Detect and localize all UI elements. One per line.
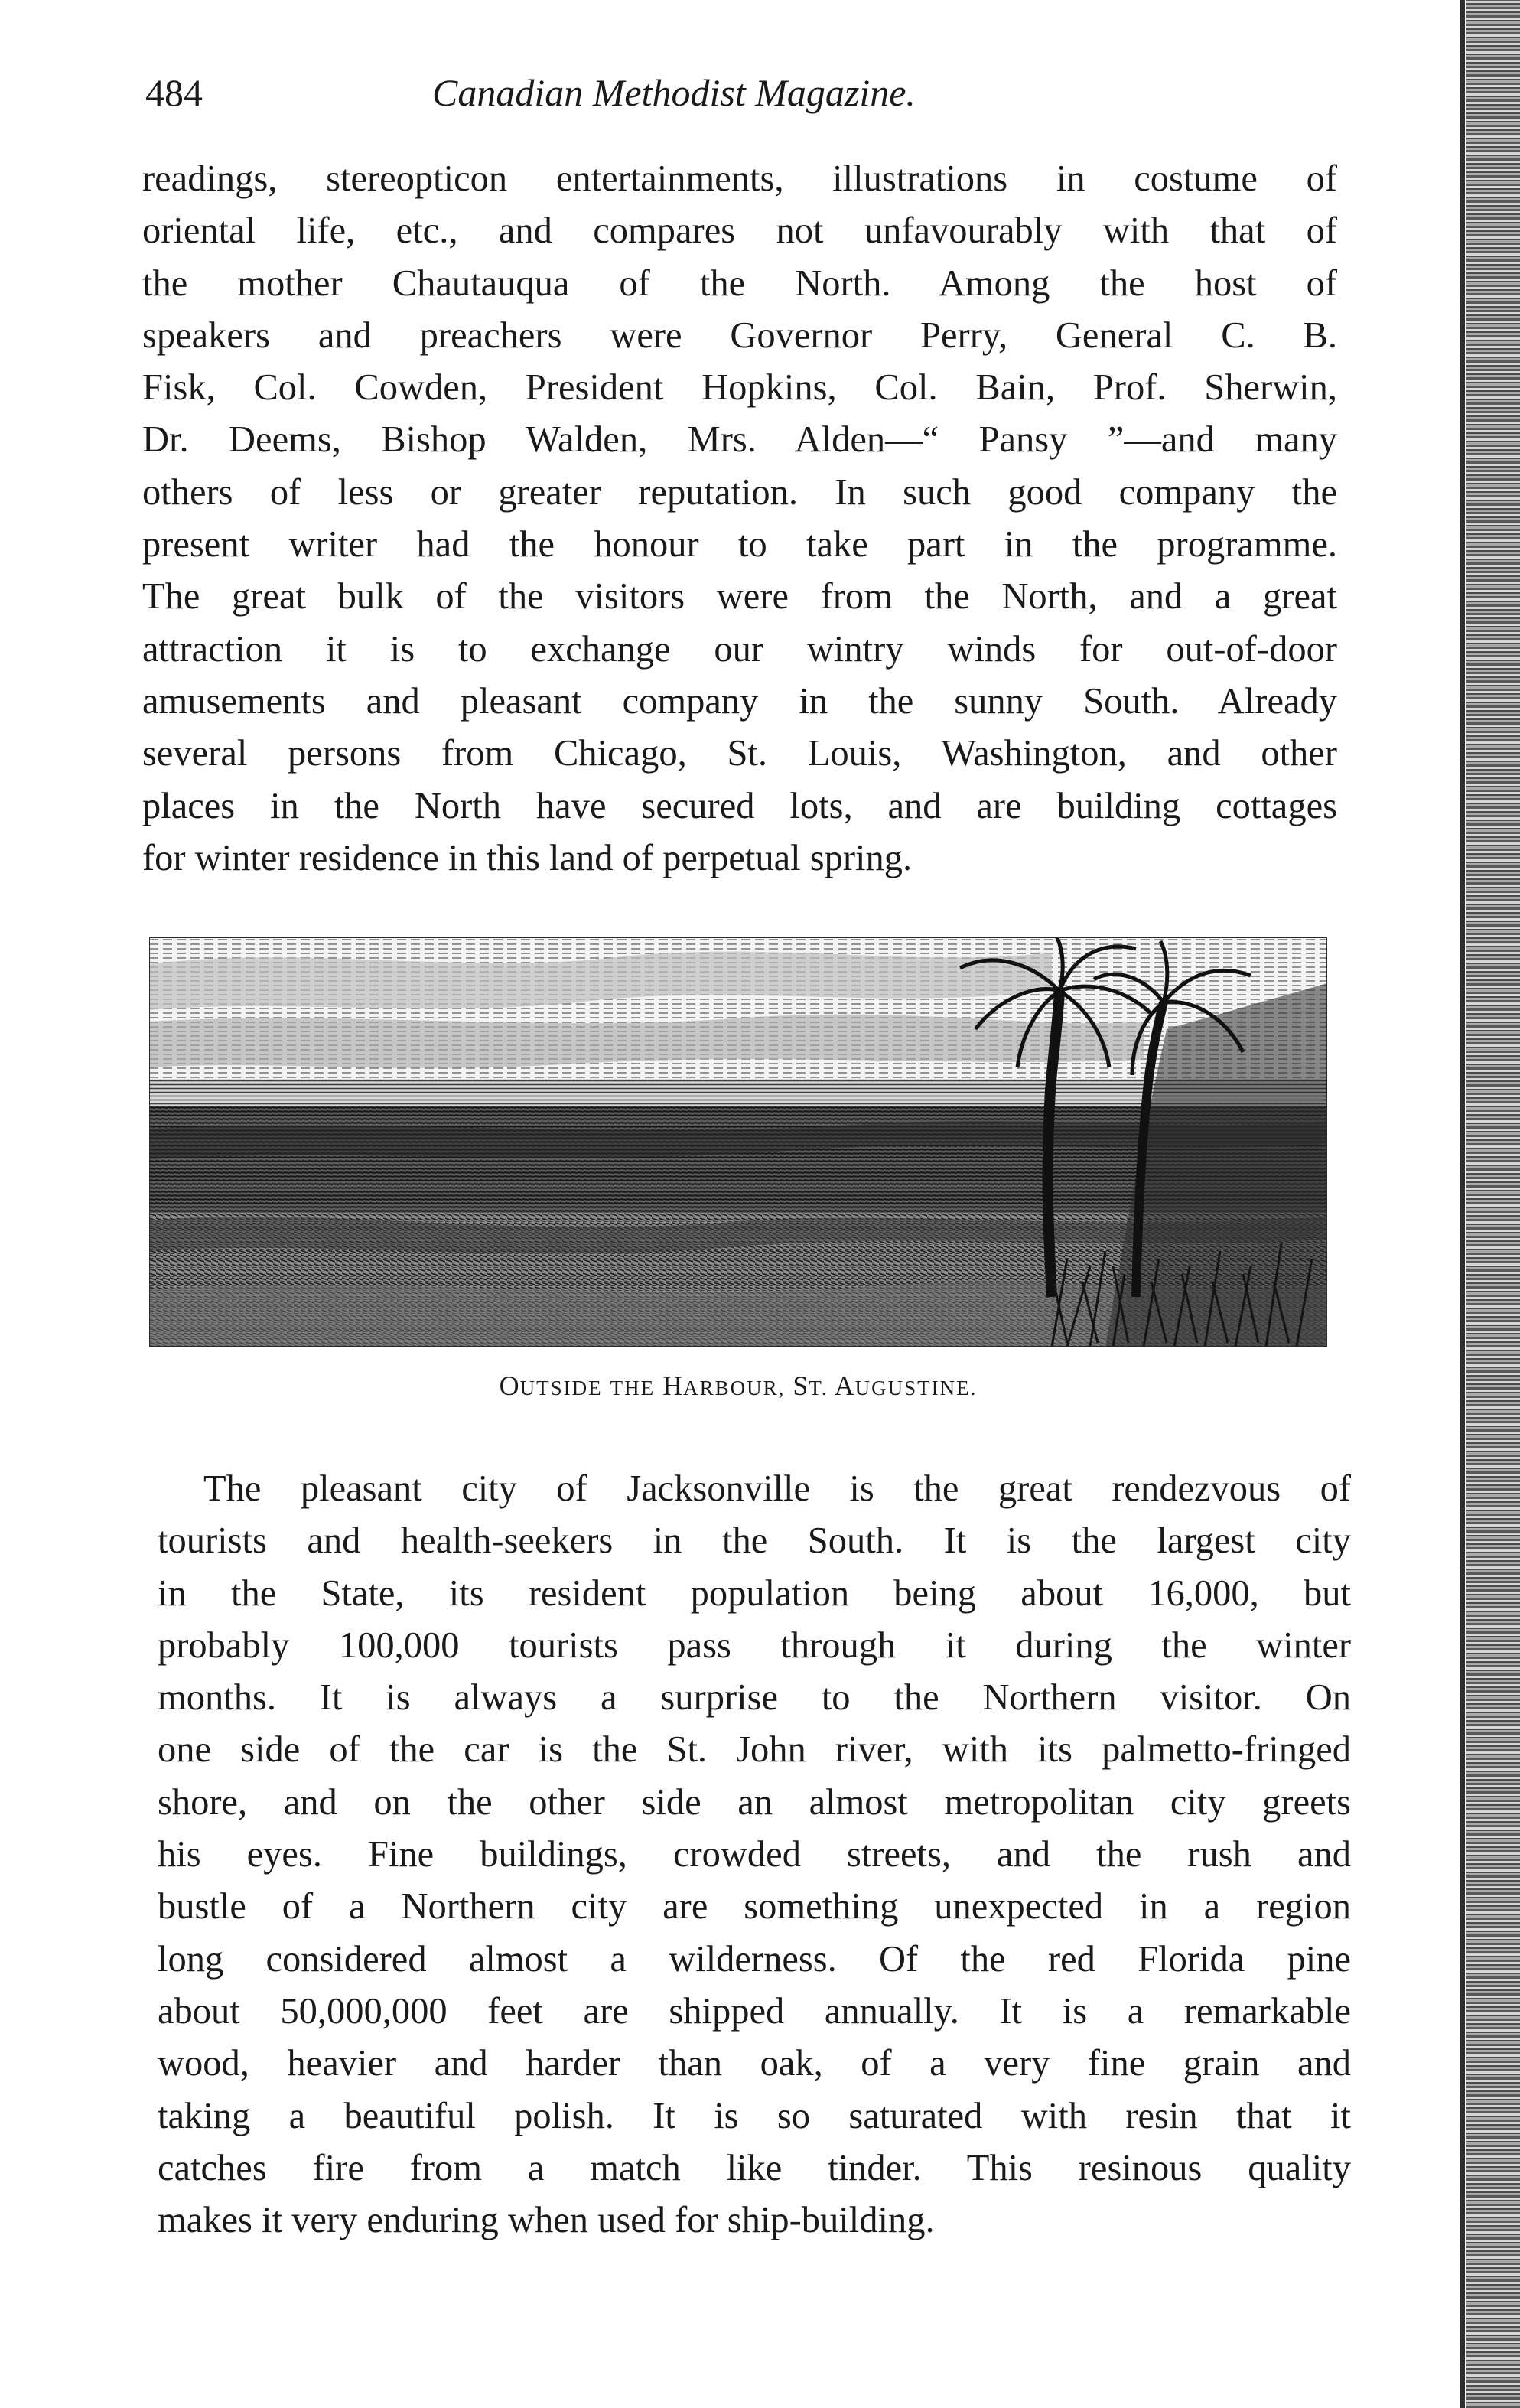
text-line: in the State, its resident population being about 16,000, but: [158, 1572, 1351, 1614]
text-line: tourists and health-seekers in the South. It is the largest city: [158, 1520, 1351, 1562]
text-line: attraction it is to exchange our wintry winds for out-of-door: [142, 628, 1337, 670]
running-title: Canadian Methodist Magazine.: [432, 71, 916, 114]
text-line: amusements and pleasant company in the sunny South. Already: [142, 680, 1337, 722]
caption-letter: A: [834, 1370, 855, 1401]
text-line: the mother Chautauqua of the North. Among the host of: [142, 262, 1337, 304]
text-line: several persons from Chicago, St. Louis, Washington, and other: [142, 733, 1337, 774]
text-line: speakers and preachers were Governor Perry, General C. B.: [142, 314, 1337, 356]
engraving-illustration: [149, 937, 1327, 1347]
caption-text: THE: [610, 1377, 656, 1400]
paragraph-1: [142, 153, 1337, 885]
caption-letter: O: [499, 1370, 520, 1401]
text-line: catches fire from a match like tinder. This resinous quality: [158, 2147, 1351, 2188]
text-line: places in the North have secured lots, and are building cottages: [142, 785, 1337, 826]
caption-text: UTSIDE: [519, 1377, 603, 1400]
page-header: [145, 70, 1354, 116]
binding-shadow-line: [1460, 0, 1465, 2408]
caption-text: ARBOUR,: [683, 1377, 786, 1400]
text-line: probably 100,000 tourists pass through it during the winter: [158, 1624, 1351, 1666]
illustration-caption: [149, 1370, 1327, 1402]
text-line: The pleasant city of Jacksonville is the great rendezvous of: [203, 1468, 1351, 1509]
binding-edge: [1466, 0, 1520, 2408]
text-line: others of less or greater reputation. In such good company the: [142, 471, 1337, 513]
text-line: readings, stereopticon entertainments, illustrations in costume of: [142, 158, 1337, 199]
text-line: about 50,000,000 feet are shipped annually. It is a remarkable: [158, 1990, 1351, 2032]
text-line: one side of the car is the St. John river, with its palmetto-fringed: [158, 1729, 1351, 1771]
caption-text: UGUSTINE.: [854, 1377, 978, 1400]
caption-letter: S: [793, 1370, 809, 1401]
caption-text: T.: [809, 1377, 828, 1400]
page-number: 484: [145, 71, 203, 114]
text-line: long considered almost a wilderness. Of the red Florida pine: [158, 1938, 1351, 1980]
text-line: makes it very enduring when used for ship-building.: [158, 2200, 935, 2241]
text-line: shore, and on the other side an almost metropolitan city greets: [158, 1781, 1351, 1823]
text-line: for winter residence in this land of perpetual spring.: [142, 837, 913, 878]
text-line: Dr. Deems, Bishop Walden, Mrs. Alden—“ Pansy ”—and many: [142, 419, 1337, 461]
text-line: oriental life, etc., and compares not unfavourably with that of: [142, 210, 1337, 252]
text-line: bustle of a Northern city are something unexpected in a region: [158, 1886, 1351, 1927]
text-line: wood, heavier and harder than oak, of a very fine grain and: [158, 2043, 1351, 2084]
text-line: months. It is always a surprise to the Northern visitor. On: [158, 1677, 1351, 1719]
text-line: The great bulk of the visitors were from the North, and a great: [142, 576, 1337, 617]
paragraph-2: [158, 1463, 1351, 2247]
text-line: his eyes. Fine buildings, crowded streets, and the rush and: [158, 1834, 1351, 1875]
caption-letter: H: [662, 1370, 684, 1401]
text-line: taking a beautiful polish. It is so saturated with resin that it: [158, 2095, 1351, 2136]
text-line: Fisk, Col. Cowden, President Hopkins, Col. Bain, Prof. Sherwin,: [142, 367, 1337, 409]
text-line: present writer had the honour to take part in the programme.: [142, 524, 1337, 565]
